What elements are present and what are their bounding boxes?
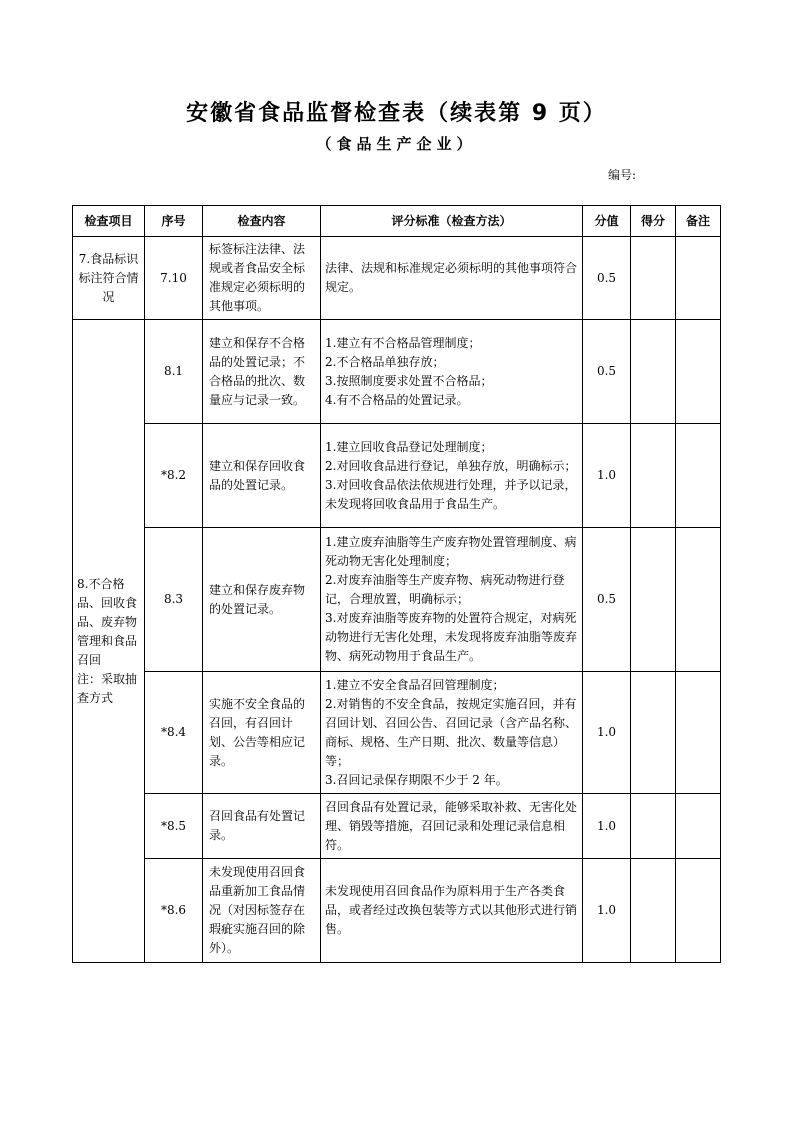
- criteria-line: 2.对废弃油脂等生产废弃物、病死动物进行登记，合理放置，明确标示；: [325, 573, 565, 606]
- criteria-line: 1.建立不安全食品召回管理制度；: [325, 677, 505, 692]
- points-cell[interactable]: [631, 859, 676, 963]
- criteria-cell: [321, 528, 583, 672]
- criteria-line: 2.对回收食品进行登记，单独存放，明确标示；: [325, 458, 577, 473]
- criteria-line: 1.建立废弃油脂等生产废弃物处置管理制度、病死动物无害化处理制度；: [325, 535, 577, 568]
- points-cell[interactable]: [631, 424, 676, 528]
- table-row: [73, 672, 721, 794]
- score-cell: 1.0: [583, 672, 631, 794]
- header-seq: 序号: [145, 206, 203, 237]
- header-criteria: 评分标准（检查方法）: [321, 206, 583, 237]
- seq-cell: *8.2: [145, 424, 203, 528]
- criteria-line: 1.建立有不合格品管理制度；: [325, 335, 481, 350]
- points-cell[interactable]: [631, 320, 676, 424]
- criteria-line: 3.召回记录保存期限不少于 2 年。: [325, 772, 508, 787]
- serial-number-label: 编号:: [608, 168, 637, 182]
- table-row: [73, 424, 721, 528]
- category-text: 8.不合格品、回收食品、废弃物管理和食品召回: [77, 576, 138, 667]
- score-cell: 1.0: [583, 794, 631, 859]
- header-remarks: 备注: [676, 206, 721, 237]
- table-header-row: [73, 206, 721, 237]
- points-cell[interactable]: [631, 237, 676, 320]
- criteria-line: 2.不合格品单独存放；: [325, 354, 445, 369]
- header-points: 得分: [631, 206, 676, 237]
- criteria-line: 3.按照制度要求处置不合格品；: [325, 373, 493, 388]
- content-cell: 建立和保存不合格品的处置记录；不合格品的批次、数量应与记录一致。: [203, 320, 321, 424]
- points-cell[interactable]: [631, 794, 676, 859]
- seq-cell: *8.6: [145, 859, 203, 963]
- table-row: [73, 859, 721, 963]
- header-score: 分值: [583, 206, 631, 237]
- content-cell: 未发现使用召回食品重新加工食品情况（对因标签存在瑕疵实施召回的除外）。: [203, 859, 321, 963]
- score-cell: 0.5: [583, 320, 631, 424]
- seq-cell: *8.4: [145, 672, 203, 794]
- criteria-line: 召回食品有处置记录，能够采取补救、无害化处理、销毁等措施，召回记录和处理记录信息相符。: [325, 799, 578, 852]
- remarks-cell[interactable]: [676, 794, 721, 859]
- remarks-cell[interactable]: [676, 237, 721, 320]
- content-cell: 建立和保存废弃物的处置记录。: [203, 528, 321, 672]
- content-cell: 建立和保存回收食品的处置记录。: [203, 424, 321, 528]
- criteria-cell: [321, 794, 583, 859]
- table-row: [73, 237, 721, 320]
- table-row: [73, 528, 721, 672]
- category-cell: [73, 320, 145, 963]
- remarks-cell[interactable]: [676, 424, 721, 528]
- criteria-cell: [321, 424, 583, 528]
- criteria-cell: [321, 237, 583, 320]
- criteria-cell: [321, 320, 583, 424]
- seq-cell: 8.3: [145, 528, 203, 672]
- table-row: [73, 320, 721, 424]
- seq-cell: 8.1: [145, 320, 203, 424]
- points-cell[interactable]: [631, 672, 676, 794]
- score-cell: 0.5: [583, 528, 631, 672]
- header-inspection-item: 检查项目: [73, 206, 145, 237]
- page-title: 安徽省食品监督检查表（续表第 9 页）: [186, 101, 607, 126]
- content-cell: 标签标注法律、法规或者食品安全标准规定必须标明的其他事项。: [203, 237, 321, 320]
- content-cell: 实施不安全食品的召回，有召回计划、公告等相应记录。: [203, 672, 321, 794]
- remarks-cell[interactable]: [676, 859, 721, 963]
- criteria-line: 3.对回收食品依法依规进行处理，并予以记录，未发现将回收食品用于食品生产。: [325, 477, 577, 511]
- score-cell: 1.0: [583, 424, 631, 528]
- remarks-cell[interactable]: [676, 528, 721, 672]
- seq-cell: *8.5: [145, 794, 203, 859]
- header-content: 检查内容: [203, 206, 321, 237]
- score-cell: 1.0: [583, 859, 631, 963]
- criteria-line: 未发现使用召回食品作为原料用于生产各类食品，或者经过改换包装等方式以其他形式进行销售。: [325, 884, 578, 936]
- points-cell[interactable]: [631, 528, 676, 672]
- category-cell: 7.食品标识标注符合情况: [73, 237, 145, 320]
- criteria-cell: [321, 672, 583, 794]
- inspection-table: [72, 205, 721, 963]
- remarks-cell[interactable]: [676, 320, 721, 424]
- seq-cell: 7.10: [145, 237, 203, 320]
- score-cell: 0.5: [583, 237, 631, 320]
- criteria-cell: [321, 859, 583, 963]
- category-note: 注：采取抽查方式: [77, 671, 138, 705]
- table-row: [73, 794, 721, 859]
- page-subtitle: （食品生产企业）: [316, 135, 477, 153]
- criteria-line: 法律、法规和标准规定必须标明的其他事项符合规定。: [325, 261, 578, 294]
- remarks-cell[interactable]: [676, 672, 721, 794]
- criteria-line: 4.有不合格品的处置记录。: [325, 392, 469, 407]
- criteria-line: 2.对销售的不安全食品，按规定实施召回，并有召回计划、召回公告、召回记录（含产品名称、商标、规格、生产日期、批次、数量等信息）等；: [325, 696, 578, 768]
- content-cell: 召回食品有处置记录。: [203, 794, 321, 859]
- criteria-line: 1.建立回收食品登记处理制度；: [325, 439, 493, 454]
- criteria-line: 3.对废弃油脂等废弃物的处置符合规定，对病死动物进行无害化处理，未发现将废弃油脂等废弃物、病死动物用于食品生产。: [325, 611, 578, 663]
